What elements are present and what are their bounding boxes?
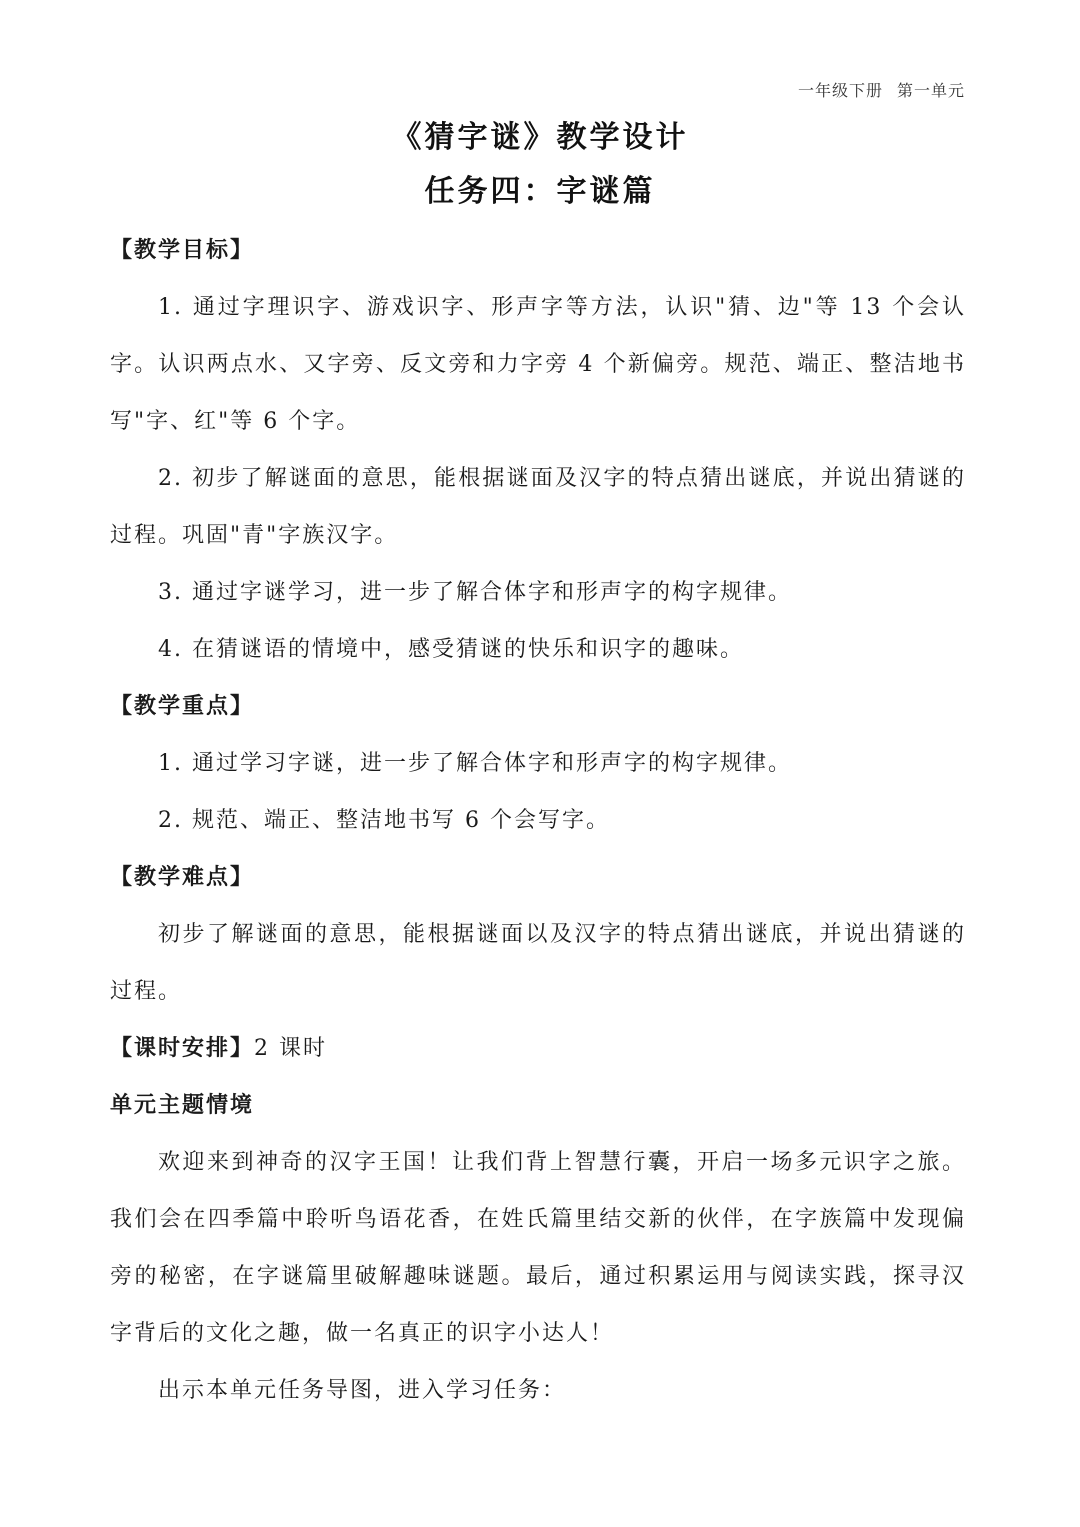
scenario-closing: 出示本单元任务导图，进入学习任务： xyxy=(158,1378,567,1403)
difficulties-heading: 【教学难点】 xyxy=(110,864,255,890)
key-point-item: 1. 通过学习字谜，进一步了解合体字和形声字的构字规律。 xyxy=(158,751,792,776)
schedule-line xyxy=(110,1020,966,1077)
difficulties-text: 初步了解谜面的意思，能根据谜面以及汉字的特点猜出谜底，并说出猜谜的过程。 xyxy=(110,922,966,1004)
header-unit: 第一单元 xyxy=(896,81,965,100)
objective-item: 4. 在猜谜语的情境中，感受猜谜的快乐和识字的趣味。 xyxy=(158,637,744,662)
document-body xyxy=(110,222,966,1419)
objective-item: 3. 通过字谜学习，进一步了解合体字和形声字的构字规律。 xyxy=(158,580,792,605)
key-points-heading: 【教学重点】 xyxy=(110,693,255,719)
schedule-heading: 【课时安排】 xyxy=(110,1035,255,1061)
objectives-heading: 【教学目标】 xyxy=(110,237,255,263)
document-subtitle: 任务四：字谜篇 xyxy=(424,174,656,209)
schedule-value: 2 课时 xyxy=(254,1036,328,1061)
running-header xyxy=(798,78,965,101)
scenario-heading: 单元主题情境 xyxy=(110,1092,255,1118)
header-grade: 一年级下册 xyxy=(797,81,883,100)
key-point-item: 2. 规范、端正、整洁地书写 6 个会写字。 xyxy=(158,808,610,833)
scenario-paragraph: 欢迎来到神奇的汉字王国！让我们背上智慧行囊，开启一场多元识字之旅。我们会在四季篇中聆听鸟语花香，在姓氏篇里结交新的伙伴，在字族篇中发现偏旁的秘密，在字谜篇里破解趣味谜题。最后，通过积累运用与阅读实践，探寻汉字背后的文化之趣，做一名真正的识字小达人！ xyxy=(110,1150,966,1346)
objective-item: 2. 初步了解谜面的意思，能根据谜面及汉字的特点猜出谜底，并说出猜谜的过程。巩固"青"字族汉字。 xyxy=(110,466,966,548)
objective-item: 1. 通过字理识字、游戏识字、形声字等方法，认识"猜、边"等 13 个会认字。认识两点水、又字旁、反文旁和力字旁 4 个新偏旁。规范、端正、整洁地书写"字、红"等 6 个字。 xyxy=(110,295,966,434)
document-title: 《猜字谜》教学设计 xyxy=(391,120,689,155)
